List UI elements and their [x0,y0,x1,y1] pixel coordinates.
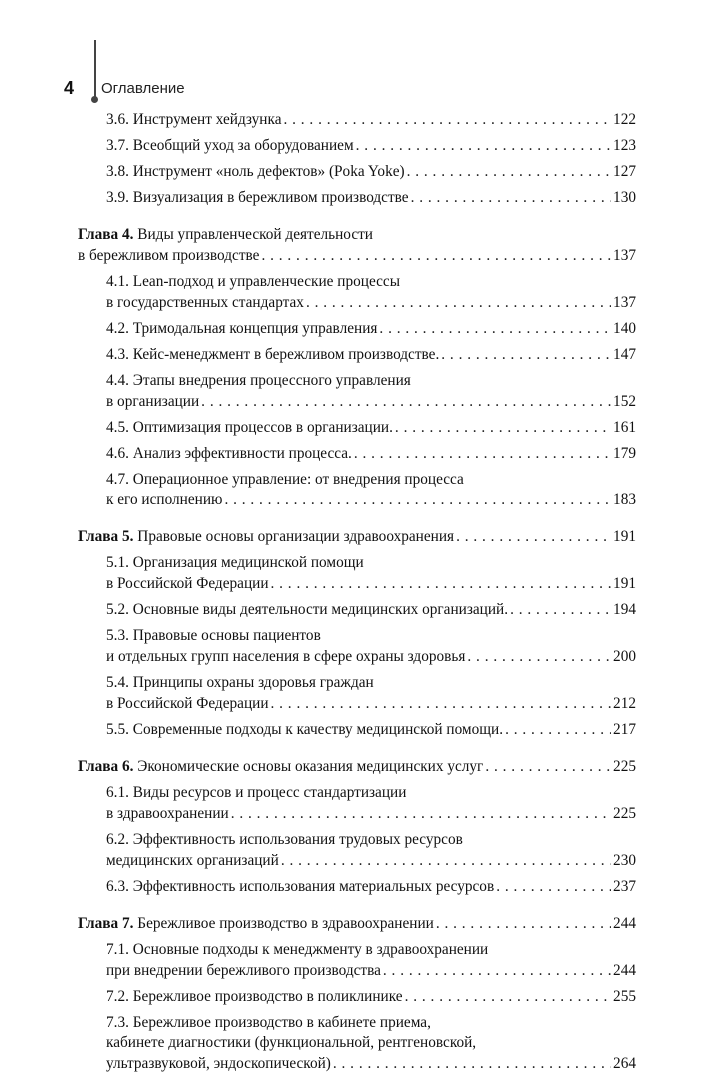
toc-line [106,720,636,741]
dot-leader [441,345,611,366]
toc-line [106,392,636,413]
page-ref: 161 [613,418,636,436]
page-ref: 217 [613,721,636,739]
page-ref: 244 [613,914,636,932]
toc-subsection-entry[interactable] [106,319,636,340]
dot-leader [496,877,611,898]
toc-chapter-entry[interactable] [78,225,636,267]
dot-leader [224,490,611,511]
toc-line [106,574,636,595]
page-ref: 183 [613,491,636,509]
page-ref: 140 [613,319,636,337]
toc-subsection-entry[interactable] [106,272,636,314]
toc-line [106,804,636,825]
page-ref: 122 [613,111,636,128]
page-ref: 137 [613,246,636,264]
entry-title: Экономические основы оказания медицинских услуг [137,758,484,775]
page-ref: 230 [613,851,636,869]
entry-title: 5.1. Организация медицинской помощи [106,554,364,572]
chapter-label: Глава 4. [78,225,134,243]
toc-line [106,783,636,804]
entry-title: 4.6. Анализ эффективности процесса. [106,444,352,462]
toc-line [106,600,636,621]
entry-title: в Российской Федерации [106,575,269,593]
page-ref: 127 [613,163,636,180]
page-ref: 152 [613,392,636,410]
toc-subsection-entry[interactable] [106,162,636,183]
dot-leader [231,804,611,825]
dot-leader [456,527,611,548]
entry-title: 3.8. Инструмент «ноль дефектов» (Poka Yoke) [106,163,405,180]
dot-leader [201,392,611,413]
page-ref: 225 [613,804,636,822]
toc-line [106,694,636,715]
toc-subsection-entry[interactable] [106,673,636,715]
dot-leader [354,444,611,465]
page-ref: 225 [613,758,636,775]
dot-leader [411,188,611,209]
toc-line [106,647,636,668]
toc-line [106,1013,636,1034]
toc-line [78,246,636,267]
page-ref: 147 [613,345,636,363]
entry-title: к его исполнению [106,491,223,509]
dot-leader [407,162,611,183]
entry-title: 5.5. Современные подходы к качеству медицинской помощи. [106,721,504,739]
page-ref: 244 [613,961,636,979]
entry-title: 4.1. Lean-подход и управленческие процессы [106,272,400,290]
toc-chapter-entry[interactable] [78,914,636,935]
dot-leader [467,647,611,668]
entry-title: 4.4. Этапы внедрения процессного управления [106,371,411,389]
page-ref: 123 [613,137,636,154]
toc-line [106,444,636,465]
toc-subsection-entry[interactable] [106,188,636,209]
page-ref: 255 [613,987,636,1005]
toc-line [106,490,636,511]
entry-title: 7.1. Основные подходы к менеджменту в здравоохранении [106,940,489,958]
entry-title: в организации [106,392,200,410]
toc-line [106,553,636,574]
toc-line [106,345,636,366]
dot-leader [505,720,611,741]
entry-title: 3.6. Инструмент хейдзунка [106,111,282,128]
entry-title: 3.7. Всеобщий уход за оборудованием [106,137,354,154]
toc-subsection-entry[interactable] [106,720,636,741]
dot-leader [283,110,611,131]
toc-line [106,877,636,898]
entry-title: и отдельных групп населения в сфере охраны здоровья [106,648,466,666]
toc-line [106,1033,636,1054]
toc-line [106,851,636,872]
toc-line [78,527,636,548]
page-ref: 264 [613,1055,636,1073]
toc-line [78,225,636,246]
dot-leader [271,574,612,595]
page-ref: 191 [613,575,636,593]
dot-leader [261,246,611,267]
entry-title: 5.4. Принципы охраны здоровья граждан [106,674,374,692]
header-rule [94,40,96,98]
entry-title: медицинских организаций [106,851,279,869]
toc-line [106,136,636,157]
entry-title: при внедрении бережливого производства [106,961,381,979]
entry-title: Виды управленческой деятельности [137,225,373,243]
entry-title: 3.9. Визуализация в бережливом производстве [106,189,409,206]
toc-subsection-entry[interactable] [106,830,636,872]
page-ref: 191 [613,528,636,546]
toc-line [106,1054,636,1075]
dot-leader [356,136,611,157]
toc-subsection-entry[interactable] [106,626,636,668]
toc-line [78,914,636,935]
toc-line [106,371,636,392]
toc-line [106,162,636,183]
toc-subsection-entry[interactable] [106,783,636,825]
dot-leader [333,1054,611,1075]
page-ref: 130 [613,189,636,206]
toc-subsection-entry[interactable] [106,371,636,413]
toc-subsection-entry[interactable] [106,987,636,1008]
dot-leader [395,418,611,439]
toc-line [106,626,636,647]
entry-title: 4.3. Кейс-менеджмент в бережливом производстве. [106,345,440,363]
page-ref: 137 [613,293,636,311]
toc-subsection-entry[interactable] [106,470,636,512]
entry-title: в Российской Федерации [106,695,269,713]
toc-line [106,673,636,694]
page-ref: 179 [613,444,636,462]
chapter-label: Глава 7. [78,914,134,932]
entry-title: 6.1. Виды ресурсов и процесс стандартизации [106,784,407,801]
toc-line [106,293,636,314]
entry-title: в здравоохранении [106,804,229,822]
dot-leader [271,694,612,715]
entry-title: кабинете диагностики (функциональной, рентгеновской, [106,1034,477,1052]
toc-subsection-entry[interactable] [106,110,636,131]
toc-subsection-entry[interactable] [106,940,636,982]
page-ref: 194 [613,601,636,619]
page-number: 4 [64,78,75,98]
chapter-label: Глава 5. [78,528,134,546]
toc-line [106,110,636,131]
toc-subsection-entry[interactable] [106,553,636,595]
entry-title: 4.7. Операционное управление: от внедрения процесса [106,470,464,488]
dot-leader [510,600,611,621]
entry-title: 6.3. Эффективность использования материальных ресурсов [106,877,495,895]
dot-leader [405,987,611,1008]
toc-subsection-entry[interactable] [106,444,636,465]
dot-leader [379,319,611,340]
toc-line [106,319,636,340]
dot-leader [306,293,611,314]
toc-subsection-entry[interactable] [106,136,636,157]
header-dot [91,96,98,103]
toc-line [106,418,636,439]
page-ref: 200 [613,648,636,666]
entry-title: в бережливом производстве [78,246,260,264]
toc-line [106,830,636,851]
toc-line [78,757,636,778]
toc-subsection-entry[interactable] [106,600,636,621]
toc-subsection-entry[interactable] [106,345,636,366]
entry-title: 5.2. Основные виды деятельности медицинских организаций. [106,601,509,619]
toc-line [106,987,636,1008]
toc-line [106,961,636,982]
running-title: Оглавление [101,80,185,97]
entry-title: 7.2. Бережливое производство в поликлинике [106,987,403,1005]
toc-chapter-entry[interactable] [78,527,636,548]
entry-title: Бережливое производство в здравоохранении [137,914,434,932]
entry-title: 5.3. Правовые основы пациентов [106,627,321,645]
entry-title: 4.2. Тримодальная концепция управления [106,319,378,337]
dot-leader [485,757,611,778]
toc-line [106,940,636,961]
dot-leader [281,851,611,872]
entry-title: 6.2. Эффективность использования трудовых ресурсов [106,830,463,848]
toc-subsection-entry[interactable] [106,418,636,439]
entry-title: ультразвуковой, эндоскопической) [106,1055,331,1073]
entry-title: Правовые основы организации здравоохранения [137,528,455,546]
page-ref: 237 [613,877,636,895]
page-ref: 212 [613,695,636,713]
toc-chapter-entry[interactable] [78,757,636,778]
entry-title: 4.5. Оптимизация процессов в организации. [106,418,393,436]
dot-leader [383,961,611,982]
toc-line [106,188,636,209]
toc-subsection-entry[interactable] [106,1013,636,1075]
chapter-label: Глава 6. [78,758,134,775]
entry-title: в государственных стандартах [106,293,304,311]
toc-line [106,272,636,293]
toc-subsection-entry[interactable] [106,877,636,898]
entry-title: 7.3. Бережливое производство в кабинете приема, [106,1013,431,1031]
dot-leader [436,914,611,935]
toc-line [106,470,636,491]
